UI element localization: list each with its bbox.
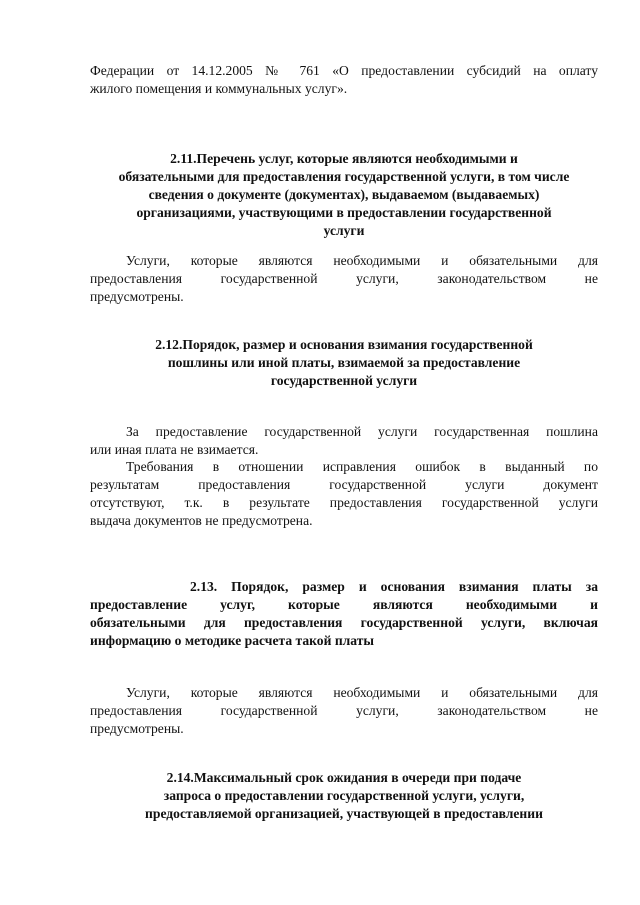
intro-line-1: Федерации от 14.12.2005 № 761 «О предоставлении субсидий на оплату xyxy=(90,63,598,78)
heading-line: сведения о документе (документах), выдаваемом (выдаваемых) xyxy=(148,187,540,202)
heading-line: 2.13. Порядок, размер и основания взимания платы за xyxy=(190,579,598,594)
body-line: отсутствуют, т.к. в результате предоставления государственной услуги xyxy=(90,495,598,510)
section-2-14-heading xyxy=(90,769,598,823)
heading-line: 2.14.Максимальный срок ожидания в очереди при подаче xyxy=(166,770,522,785)
body-line: или иная плата не взимается. xyxy=(90,442,259,457)
body-line: предусмотрены. xyxy=(90,721,184,736)
section-2-12-heading xyxy=(90,336,598,390)
heading-line: информацию о методике расчета такой платы xyxy=(90,633,375,648)
heading-line: обязательными для предоставления государственной услуги, в том числе xyxy=(118,169,570,184)
section-2-12-paragraph-2 xyxy=(90,458,598,530)
intro-paragraph xyxy=(90,62,598,98)
heading-line: 2.12.Порядок, размер и основания взимания государственной xyxy=(155,337,533,352)
body-line: предоставления государственной услуги, законодательством не xyxy=(90,271,598,286)
section-2-12-paragraph-1 xyxy=(90,423,598,459)
heading-line: предоставляемой организацией, участвующей в предоставлении xyxy=(145,806,543,821)
section-2-11-body xyxy=(90,252,598,306)
body-line: предоставления государственной услуги, законодательством не xyxy=(90,703,598,718)
heading-line: запроса о предоставлении государственной услуги, услуги, xyxy=(163,788,525,803)
body-line: выдача документов не предусмотрена. xyxy=(90,513,313,528)
section-2-13-body xyxy=(90,684,598,738)
body-line: предусмотрены. xyxy=(90,289,184,304)
body-line: За предоставление государственной услуги государственная пошлина xyxy=(126,424,598,439)
heading-line: предоставление услуг, которые являются необходимыми и xyxy=(90,597,598,612)
body-line: Требования в отношении исправления ошибок в выданный по xyxy=(126,459,598,474)
heading-line: обязательными для предоставления государственной услуги, включая xyxy=(90,615,598,630)
heading-line: государственной услуги xyxy=(270,373,418,388)
heading-line: 2.11.Перечень услуг, которые являются необходимыми и xyxy=(170,151,518,166)
heading-line: организациями, участвующими в предоставлении государственной xyxy=(136,205,552,220)
body-line: результатам предоставления государственной услуги документ xyxy=(90,477,598,492)
intro-line-2: жилого помещения и коммунальных услуг». xyxy=(90,81,348,96)
body-line: Услуги, которые являются необходимыми и обязательными для xyxy=(126,253,598,268)
heading-line: услуги xyxy=(323,223,365,238)
section-2-11-heading xyxy=(90,150,598,240)
heading-line: пошлины или иной платы, взимаемой за предоставление xyxy=(167,355,521,370)
body-line: Услуги, которые являются необходимыми и обязательными для xyxy=(126,685,598,700)
section-2-13-heading xyxy=(90,578,598,650)
